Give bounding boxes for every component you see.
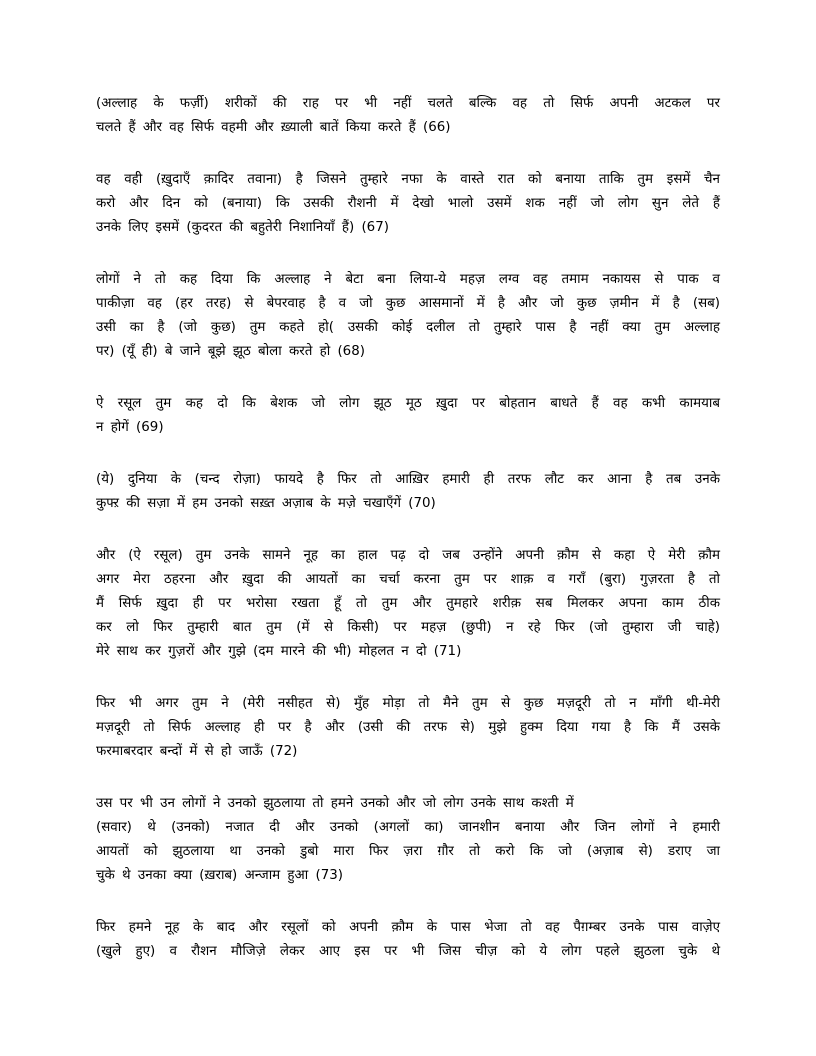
verse-73	[96, 792, 720, 888]
verse-line: वह वही (ख़ुदाएँ क़ादिर तवाना) है जिसने तुम्हारे नफा के वास्ते रात को बनाया ताकि तुम इसमें चैन	[96, 172, 720, 187]
verse-68	[96, 268, 720, 364]
verse-line: चुके थे उनका क्या (ख़राब) अन्जाम हुआ (73)	[96, 868, 343, 883]
verse-72	[96, 692, 720, 764]
verse-line: फिर भी अगर तुम ने (मेरी नसीहत से) मुँह मोड़ा तो मैने तुम से कुछ मज़दूरी तो न माँगी थी-मेरी	[96, 696, 720, 711]
document-page	[96, 92, 720, 992]
verse-line: ऐ रसूल तुम कह दो कि बेशक जो लोग झूठ मूठ ख़ुदा पर बोहतान बाधते हैं वह कभी कामयाब	[96, 396, 720, 411]
verse-70	[96, 468, 720, 516]
verse-66	[96, 92, 720, 140]
verse-line: न होगें (69)	[96, 420, 164, 435]
verse-line: पाकीज़ा वह (हर तरह) से बेपरवाह है व जो कुछ आसमानों में है और जो कुछ ज़मीन में है (सब)	[96, 296, 720, 311]
verse-line: उनके लिए इसमें (कुदरत की बहुतेरी निशानियाँ हैं) (67)	[96, 220, 389, 235]
verse-line: आयतों को झुठलाया था उनको डुबो मारा फिर ज़रा ग़ौर तो करो कि जो (अज़ाब से) डराए जा	[96, 844, 720, 859]
verse-line: कर लो फिर तुम्हारी बात तुम (में से किसी) पर महज़ (छुपी) न रहे फिर (जो तुम्हारा जी चाहे)	[96, 620, 720, 635]
verse-line: पर) (यूँ ही) बे जाने बूझे झूठ बोला करते हो (68)	[96, 344, 365, 359]
verse-line: (सवार) थे (उनको) नजात दी और उनको (अगलों का) जानशीन बनाया और जिन लोगों ने हमारी	[96, 820, 720, 835]
verse-line: उस पर भी उन लोगों ने उनको झुठलाया तो हमने उनको और जो लोग उनके साथ कश्ती में	[96, 796, 574, 811]
verse-line: फरमाबरदार बन्दों में से हो जाऊँ (72)	[96, 744, 298, 759]
verse-71	[96, 544, 720, 664]
verse-line: मेरे साथ कर गुज़रों और गुझे (दम मारने की भी) मोहलत न दो (71)	[96, 644, 462, 659]
verse-line: मैं सिर्फ ख़ुदा ही पर भरोसा रखता हूँ तो तुम और तुमहारे शरीक़ सब मिलकर अपना काम ठीक	[96, 596, 720, 611]
verse-line: अगर मेरा ठहरना और ख़ुदा की आयतों का चर्चा करना तुम पर शाक़ व गराँ (बुरा) गुज़रता है तो	[96, 572, 720, 587]
verse-line: चलते हैं और वह सिर्फ वहमी और ख़्याली बातें किया करते हैं (66)	[96, 120, 451, 135]
verse-line: लोगों ने तो कह दिया कि अल्लाह ने बेटा बना लिया-ये महज़ लग्व वह तमाम नकायस से पाक व	[96, 272, 720, 287]
verse-line: करो और दिन को (बनाया) कि उसकी रौशनी में देखो भालो उसमें शक नहीं जो लोग सुन लेते हैं	[96, 196, 720, 211]
verse-74	[96, 916, 720, 964]
verse-line: कुफ्ऱ की सज़ा में हम उनको सख़्त अज़ाब के मज़े चखाएँगें (70)	[96, 496, 436, 511]
verse-line: (ये) दुनिया के (चन्द रोज़ा) फायदे है फिर तो आख़िर हमारी ही तरफ लौट कर आना है तब उनके	[96, 472, 720, 487]
verse-line: (खुले हुए) व रौशन मौजिज़े लेकर आए इस पर भी जिस चीज़ को ये लोग पहले झुठला चुके थे	[96, 944, 720, 959]
verse-line: (अल्लाह के फर्ज़ी) शरीकों की राह पर भी नहीं चलते बल्कि वह तो सिर्फ अपनी अटकल पर	[96, 96, 720, 111]
verse-line: और (ऐ रसूल) तुम उनके सामने नूह का हाल पढ़ दो जब उन्होंने अपनी क़ौम से कहा ऐ मेरी क़ौम	[96, 548, 720, 563]
verse-line: मज़दूरी तो सिर्फ अल्लाह ही पर है और (उसी की तरफ से) मुझे हुक्म दिया गया है कि मैं उसके	[96, 720, 720, 735]
verse-line: उसी का है (जो कुछ) तुम कहते हो( उसकी कोई दलील तो तुम्हारे पास है नहीं क्या तुम अल्लाह	[96, 320, 720, 335]
verse-line: फिर हमने नूह के बाद और रसूलों को अपनी क़ौम के पास भेजा तो वह पैग़म्बर उनके पास वाज़ेए	[96, 920, 720, 935]
verse-69	[96, 392, 720, 440]
verse-67	[96, 168, 720, 240]
